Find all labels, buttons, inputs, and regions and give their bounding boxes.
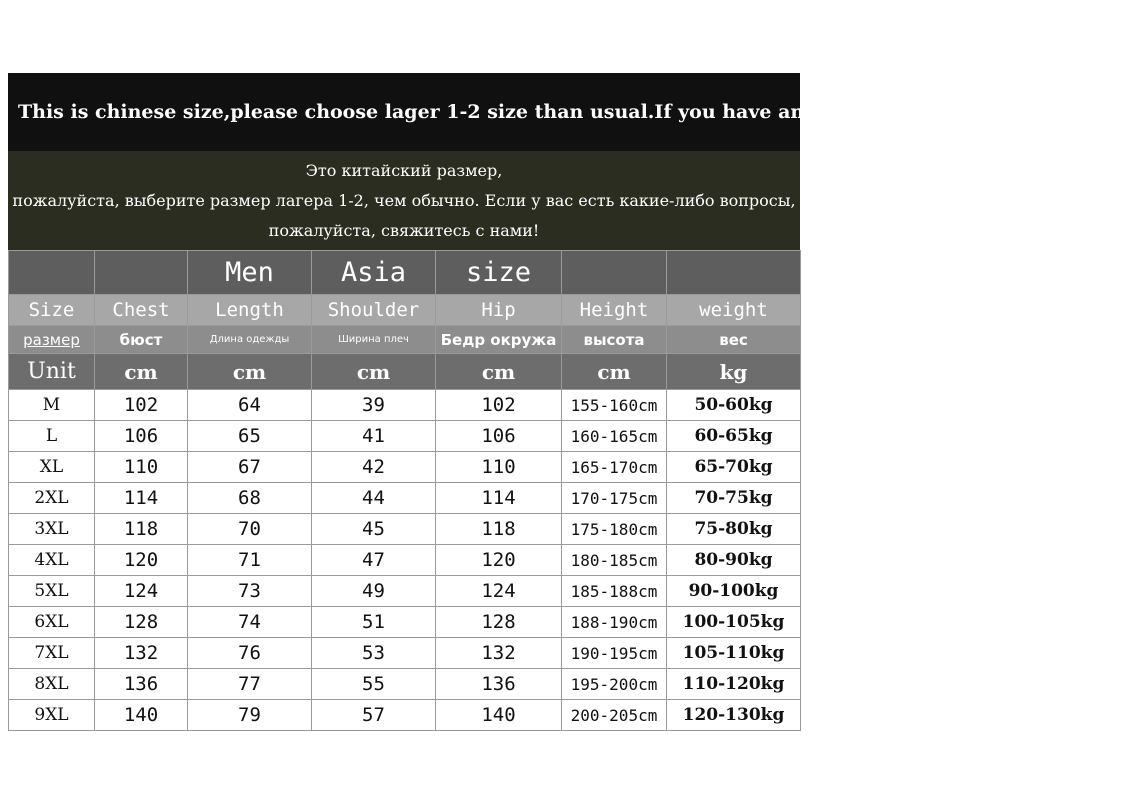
cell-chest: 114 [95,483,188,514]
cell-hip: 110 [436,452,562,483]
cell-weight: 60-65kg [667,421,801,452]
cell-chest: 124 [95,576,188,607]
table-row [9,607,801,638]
header-weight: weight [667,295,801,326]
unit-chest: cm [95,354,188,390]
cell-shoulder: 41 [312,421,436,452]
unit-length: cm [188,354,312,390]
cell-weight: 105-110kg [667,638,801,669]
cell-size: 4XL [9,545,95,576]
header-chest: Chest [95,295,188,326]
header-size: Size [9,295,95,326]
header-ru-size: размер [9,326,95,354]
english-notice-banner [8,73,1125,151]
cell-chest: 120 [95,545,188,576]
cell-size: M [9,390,95,421]
cell-height: 175-180cm [562,514,667,545]
title-word-size: size [436,251,562,295]
cell-height: 195-200cm [562,669,667,700]
unit-shoulder: cm [312,354,436,390]
header-row [9,295,801,326]
title-row [9,251,801,295]
cell-height: 170-175cm [562,483,667,514]
cell-chest: 110 [95,452,188,483]
header-hip: Hip [436,295,562,326]
cell-hip: 124 [436,576,562,607]
cell-size: 8XL [9,669,95,700]
cell-length: 67 [188,452,312,483]
unit-row [9,354,801,390]
header-length: Length [188,295,312,326]
cell-length: 73 [188,576,312,607]
cell-hip: 120 [436,545,562,576]
cell-shoulder: 57 [312,700,436,731]
cell-size: 6XL [9,607,95,638]
russian-notice-line-2: пожалуйста, выберите размер лагера 1-2, чем обычно. Если у вас есть какие-либо вопросы, [12,190,796,210]
unit-hip: cm [436,354,562,390]
unit-label: Unit [9,354,95,390]
cell-chest: 132 [95,638,188,669]
cell-weight: 75-80kg [667,514,801,545]
cell-size: 2XL [9,483,95,514]
table-row [9,638,801,669]
header-ru-weight: вес [667,326,801,354]
title-word-men: Men [188,251,312,295]
title-word-asia: Asia [312,251,436,295]
table-row [9,483,801,514]
russian-header-row [9,326,801,354]
cell-weight: 50-60kg [667,390,801,421]
size-chart-table [8,250,801,731]
cell-chest: 118 [95,514,188,545]
cell-shoulder: 42 [312,452,436,483]
header-ru-chest: бюст [95,326,188,354]
table-row [9,545,801,576]
cell-shoulder: 45 [312,514,436,545]
header-ru-height: высота [562,326,667,354]
cell-chest: 106 [95,421,188,452]
cell-shoulder: 55 [312,669,436,700]
cell-shoulder: 51 [312,607,436,638]
cell-hip: 132 [436,638,562,669]
cell-hip: 106 [436,421,562,452]
cell-size: L [9,421,95,452]
cell-height: 190-195cm [562,638,667,669]
cell-height: 185-188cm [562,576,667,607]
table-row [9,514,801,545]
header-ru-shoulder: Ширина плеч [312,326,436,354]
cell-weight: 70-75kg [667,483,801,514]
cell-length: 79 [188,700,312,731]
cell-shoulder: 53 [312,638,436,669]
unit-weight: kg [667,354,801,390]
cell-shoulder: 39 [312,390,436,421]
cell-weight: 110-120kg [667,669,801,700]
cell-height: 155-160cm [562,390,667,421]
cell-shoulder: 47 [312,545,436,576]
table-row [9,700,801,731]
cell-height: 160-165cm [562,421,667,452]
cell-size: XL [9,452,95,483]
cell-weight: 65-70kg [667,452,801,483]
cell-chest: 140 [95,700,188,731]
cell-chest: 136 [95,669,188,700]
cell-weight: 80-90kg [667,545,801,576]
cell-hip: 128 [436,607,562,638]
header-ru-hip: Бедр окружа [436,326,562,354]
cell-weight: 100-105kg [667,607,801,638]
cell-size: 5XL [9,576,95,607]
table-row [9,576,801,607]
cell-weight: 90-100kg [667,576,801,607]
title-cell-empty [9,251,95,295]
cell-height: 180-185cm [562,545,667,576]
cell-weight: 120-130kg [667,700,801,731]
english-notice-text: This is chinese size,please choose lager 1-2 size than usual.If you have any questions,please contact us! [18,101,1125,123]
table-row [9,669,801,700]
cell-length: 76 [188,638,312,669]
title-cell-empty [95,251,188,295]
cell-length: 74 [188,607,312,638]
cell-length: 70 [188,514,312,545]
cell-size: 3XL [9,514,95,545]
header-shoulder: Shoulder [312,295,436,326]
table-row [9,452,801,483]
cell-length: 64 [188,390,312,421]
header-ru-length: Длина одежды [188,326,312,354]
unit-height: cm [562,354,667,390]
russian-notice-line-3: пожалуйста, свяжитесь с нами! [268,220,540,240]
cell-height: 165-170cm [562,452,667,483]
cell-hip: 118 [436,514,562,545]
cell-length: 71 [188,545,312,576]
cell-size: 7XL [9,638,95,669]
cell-shoulder: 44 [312,483,436,514]
header-height: Height [562,295,667,326]
cell-hip: 102 [436,390,562,421]
table-row [9,421,801,452]
cell-length: 77 [188,669,312,700]
russian-notice-line-1: Это китайский размер, [305,160,503,180]
cell-chest: 102 [95,390,188,421]
cell-size: 9XL [9,700,95,731]
russian-notice-banner [8,151,800,250]
cell-chest: 128 [95,607,188,638]
cell-height: 188-190cm [562,607,667,638]
cell-hip: 136 [436,669,562,700]
cell-length: 68 [188,483,312,514]
cell-hip: 140 [436,700,562,731]
cell-shoulder: 49 [312,576,436,607]
cell-hip: 114 [436,483,562,514]
cell-length: 65 [188,421,312,452]
table-row [9,390,801,421]
cell-height: 200-205cm [562,700,667,731]
title-cell-empty [667,251,801,295]
title-cell-empty [562,251,667,295]
